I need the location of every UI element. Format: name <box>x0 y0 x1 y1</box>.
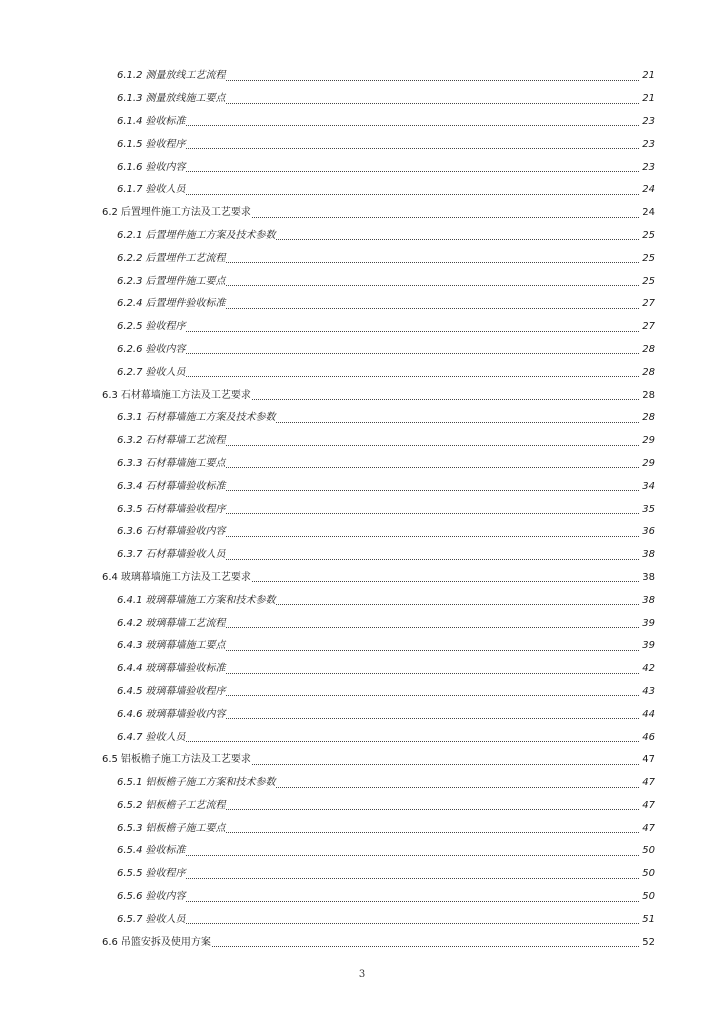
toc-entry-number: 6.4.3 <box>117 640 143 652</box>
dot-leader <box>186 889 639 902</box>
toc-entry-number: 6.6 <box>102 936 118 948</box>
dot-leader <box>226 638 639 651</box>
toc-entry[interactable] <box>0 202 724 225</box>
toc-entry-number: 6.4.2 <box>117 617 143 629</box>
toc-entry-number: 6.2.5 <box>117 321 143 333</box>
dot-leader <box>226 661 639 674</box>
toc-entry-page: 39 <box>642 640 655 652</box>
dot-leader <box>226 478 639 491</box>
dot-leader <box>226 547 639 560</box>
toc-entry-heading <box>102 753 252 767</box>
toc-entry[interactable] <box>0 703 724 726</box>
toc-entry-title: 验收内容 <box>145 891 186 903</box>
toc-entry-number: 6.3.3 <box>117 457 143 469</box>
toc-entry[interactable] <box>0 111 724 134</box>
toc-entry[interactable] <box>0 772 724 795</box>
toc-entry-page: 27 <box>642 298 655 310</box>
toc-entry-page: 21 <box>642 70 655 82</box>
toc-entry[interactable] <box>0 179 724 202</box>
dot-leader <box>226 455 639 468</box>
toc-entry-page: 25 <box>642 275 655 287</box>
toc-entry-title: 验收标准 <box>145 845 186 857</box>
toc-entry-number: 6.5.2 <box>117 799 143 811</box>
toc-entry-title: 玻璃幕墙验收标准 <box>145 663 226 675</box>
toc-entry-page: 47 <box>642 799 655 811</box>
dot-leader <box>186 866 639 879</box>
toc-entry-page: 47 <box>642 777 655 789</box>
toc-entry-heading <box>117 708 226 722</box>
toc-entry[interactable] <box>0 589 724 612</box>
toc-entry-page: 23 <box>642 161 655 173</box>
dot-leader <box>186 136 639 149</box>
toc-entry-title: 后置埋件施工方案及技术参数 <box>145 229 276 241</box>
toc-entry-heading <box>117 320 186 334</box>
toc-entry-title: 石材幕墙施工要点 <box>145 457 226 469</box>
toc-entry-heading <box>117 138 186 152</box>
toc-entry[interactable] <box>0 453 724 476</box>
toc-entry-number: 6.1.6 <box>117 161 143 173</box>
toc-entry-heading <box>117 161 186 175</box>
dot-leader <box>226 68 639 81</box>
toc-entry[interactable] <box>0 88 724 111</box>
toc-entry-title: 铝板檐子施工方法及工艺要求 <box>120 754 251 766</box>
toc-entry[interactable] <box>0 475 724 498</box>
toc-entry-page: 39 <box>642 617 655 629</box>
toc-entry[interactable] <box>0 795 724 818</box>
toc-entry-number: 6.3.6 <box>117 526 143 538</box>
dot-leader <box>252 569 639 582</box>
toc-entry-heading <box>117 822 226 836</box>
toc-entry-number: 6.4.7 <box>117 731 143 743</box>
toc-entry-number: 6.2.6 <box>117 343 143 355</box>
toc-entry-number: 6.3.5 <box>117 503 143 515</box>
toc-entry-heading <box>117 548 226 562</box>
toc-entry-title: 后置埋件施工方法及工艺要求 <box>120 207 251 219</box>
dot-leader <box>186 113 639 126</box>
toc-entry-page: 44 <box>642 708 655 720</box>
toc-entry-heading <box>102 389 252 403</box>
toc-entry-number: 6.5 <box>102 754 118 766</box>
toc-entry-page: 23 <box>642 138 655 150</box>
toc-entry[interactable] <box>0 567 724 590</box>
toc-entry-heading <box>117 229 276 243</box>
dot-leader <box>186 911 639 924</box>
toc-entry-page: 52 <box>642 936 655 948</box>
toc-entry-number: 6.1.4 <box>117 115 143 127</box>
toc-entry-page: 42 <box>642 663 655 675</box>
toc-entry-page: 50 <box>642 891 655 903</box>
dot-leader <box>226 524 639 537</box>
toc-entry-number: 6.5.7 <box>117 913 143 925</box>
dot-leader <box>186 341 639 354</box>
dot-leader <box>226 433 639 446</box>
toc-entry-page: 21 <box>642 93 655 105</box>
toc-entry[interactable] <box>0 498 724 521</box>
toc-entry-heading <box>117 776 276 790</box>
toc-entry-heading <box>117 457 226 471</box>
toc-entry-title: 铝板檐子施工方案和技术参数 <box>145 777 276 789</box>
toc-entry-title: 玻璃幕墙验收程序 <box>145 685 226 697</box>
toc-entry-title: 后置埋件施工要点 <box>145 275 226 287</box>
dot-leader <box>252 752 639 765</box>
toc-entry[interactable] <box>0 658 724 681</box>
toc-entry-heading <box>117 844 186 858</box>
toc-entry-heading <box>102 206 252 220</box>
toc-entry-title: 验收程序 <box>145 138 186 150</box>
toc-entry[interactable] <box>0 361 724 384</box>
toc-entry-page: 36 <box>642 526 655 538</box>
toc-entry-heading <box>117 366 186 380</box>
toc-entry-page: 28 <box>642 366 655 378</box>
toc-entry-number: 6.1.7 <box>117 184 143 196</box>
toc-entry[interactable] <box>0 544 724 567</box>
toc-entry-page: 47 <box>642 754 655 766</box>
dot-leader <box>226 296 639 309</box>
toc-entry-heading <box>117 183 186 197</box>
toc-entry-title: 测量放线工艺流程 <box>145 70 226 82</box>
toc-entry-title: 石材幕墙验收程序 <box>145 503 226 515</box>
toc-entry[interactable] <box>0 635 724 658</box>
toc-entry-title: 验收人员 <box>145 731 186 743</box>
toc-entry[interactable] <box>0 247 724 270</box>
toc-entry-heading <box>117 867 186 881</box>
toc-entry-title: 验收人员 <box>145 184 186 196</box>
toc-entry-title: 玻璃幕墙工艺流程 <box>145 617 226 629</box>
toc-entry-page: 47 <box>642 822 655 834</box>
toc-entry[interactable] <box>0 612 724 635</box>
toc-entry-number: 6.3.4 <box>117 480 143 492</box>
toc-entry-number: 6.5.4 <box>117 845 143 857</box>
toc-entry-number: 6.3.1 <box>117 412 143 424</box>
dot-leader <box>186 843 639 856</box>
dot-leader <box>212 934 639 947</box>
toc-entry-page: 43 <box>642 685 655 697</box>
toc-entry[interactable] <box>0 817 724 840</box>
toc-entry-number: 6.2.2 <box>117 252 143 264</box>
toc-entry[interactable] <box>0 225 724 248</box>
toc-entry-page: 29 <box>642 435 655 447</box>
toc-entry-page: 35 <box>642 503 655 515</box>
toc-entry-number: 6.3 <box>102 389 118 401</box>
toc-entry[interactable] <box>0 726 724 749</box>
toc-entry-heading <box>102 571 252 585</box>
toc-entry-page: 34 <box>642 480 655 492</box>
toc-entry-page: 51 <box>642 913 655 925</box>
toc-entry-title: 验收内容 <box>145 161 186 173</box>
toc-entry-title: 验收标准 <box>145 115 186 127</box>
dot-leader <box>226 250 639 263</box>
toc-entry[interactable] <box>0 133 724 156</box>
toc-entry-heading <box>117 480 226 494</box>
toc-entry-heading <box>117 275 226 289</box>
toc-entry[interactable] <box>0 931 724 954</box>
toc-entry-title: 石材幕墙验收内容 <box>145 526 226 538</box>
toc-entry-heading <box>117 639 226 653</box>
toc-entry-number: 6.2.7 <box>117 366 143 378</box>
toc-entry-page: 28 <box>642 343 655 355</box>
toc-entry-heading <box>117 343 186 357</box>
toc-entry-number: 6.4.6 <box>117 708 143 720</box>
toc-entry-page: 23 <box>642 115 655 127</box>
table-of-contents <box>0 65 724 954</box>
toc-entry-page: 29 <box>642 457 655 469</box>
toc-entry[interactable] <box>0 293 724 316</box>
toc-entry-title: 石材幕墙验收人员 <box>145 549 226 561</box>
toc-entry-title: 石材幕墙工艺流程 <box>145 435 226 447</box>
toc-entry-heading <box>117 525 226 539</box>
toc-entry-page: 25 <box>642 252 655 264</box>
toc-entry-number: 6.5.5 <box>117 868 143 880</box>
toc-entry-title: 测量放线施工要点 <box>145 93 226 105</box>
toc-entry[interactable] <box>0 840 724 863</box>
toc-entry[interactable] <box>0 65 724 88</box>
toc-entry-title: 验收人员 <box>145 913 186 925</box>
toc-entry-heading <box>117 890 186 904</box>
dot-leader <box>226 273 639 286</box>
toc-entry-page: 46 <box>642 731 655 743</box>
toc-entry-page: 24 <box>642 184 655 196</box>
toc-entry-number: 6.2.4 <box>117 298 143 310</box>
toc-entry-number: 6.2.1 <box>117 229 143 241</box>
toc-entry-page: 25 <box>642 229 655 241</box>
toc-entry-number: 6.4 <box>102 571 118 583</box>
toc-entry-title: 吊篮安拆及使用方案 <box>120 936 211 948</box>
toc-entry-title: 石材幕墙验收标准 <box>145 480 226 492</box>
toc-entry-title: 后置埋件工艺流程 <box>145 252 226 264</box>
toc-entry[interactable] <box>0 749 724 772</box>
toc-entry-heading <box>117 92 226 106</box>
toc-entry-title: 铝板檐子施工要点 <box>145 822 226 834</box>
toc-entry[interactable] <box>0 156 724 179</box>
dot-leader <box>226 706 639 719</box>
toc-entry-title: 玻璃幕墙施工方案和技术参数 <box>145 594 276 606</box>
toc-entry-title: 铝板檐子工艺流程 <box>145 799 226 811</box>
toc-entry-page: 38 <box>642 594 655 606</box>
toc-entry-number: 6.5.3 <box>117 822 143 834</box>
dot-leader <box>226 615 639 628</box>
toc-entry-heading <box>102 936 212 950</box>
toc-entry[interactable] <box>0 316 724 339</box>
toc-entry-number: 6.2 <box>102 207 118 219</box>
page-number: 3 <box>358 969 366 980</box>
toc-entry-heading <box>117 503 226 517</box>
dot-leader <box>186 729 639 742</box>
toc-entry-heading <box>117 913 186 927</box>
toc-entry-page: 28 <box>642 412 655 424</box>
toc-entry-page: 38 <box>642 549 655 561</box>
dot-leader <box>226 797 639 810</box>
toc-entry-heading <box>117 252 226 266</box>
toc-entry-title: 玻璃幕墙施工方法及工艺要求 <box>120 571 251 583</box>
dot-leader <box>186 364 639 377</box>
toc-entry[interactable] <box>0 886 724 909</box>
toc-entry[interactable] <box>0 908 724 931</box>
toc-entry-heading <box>117 594 276 608</box>
toc-entry-heading <box>117 115 186 129</box>
toc-entry[interactable] <box>0 430 724 453</box>
dot-leader <box>186 182 639 195</box>
toc-entry-heading <box>117 685 226 699</box>
dot-leader <box>226 501 639 514</box>
dot-leader <box>252 205 639 218</box>
toc-entry-title: 后置埋件验收标准 <box>145 298 226 310</box>
toc-entry-heading <box>117 617 226 631</box>
toc-entry-number: 6.1.3 <box>117 93 143 105</box>
toc-entry-title: 验收程序 <box>145 868 186 880</box>
toc-entry-heading <box>117 731 186 745</box>
toc-entry-title: 验收人员 <box>145 366 186 378</box>
dot-leader <box>252 387 639 400</box>
toc-entry-title: 玻璃幕墙施工要点 <box>145 640 226 652</box>
toc-entry-page: 28 <box>642 389 655 401</box>
toc-entry-title: 验收程序 <box>145 321 186 333</box>
toc-entry-page: 24 <box>642 207 655 219</box>
toc-entry-number: 6.2.3 <box>117 275 143 287</box>
dot-leader <box>186 159 639 172</box>
dot-leader <box>226 683 639 696</box>
toc-entry[interactable] <box>0 270 724 293</box>
toc-entry-title: 验收内容 <box>145 343 186 355</box>
toc-entry-page: 50 <box>642 868 655 880</box>
dot-leader <box>276 227 639 240</box>
toc-entry-heading <box>117 434 226 448</box>
dot-leader <box>226 91 639 104</box>
toc-entry[interactable] <box>0 339 724 362</box>
toc-entry-heading <box>117 662 226 676</box>
dot-leader <box>276 592 639 605</box>
toc-entry[interactable] <box>0 681 724 704</box>
toc-entry[interactable] <box>0 407 724 430</box>
toc-entry-number: 6.4.1 <box>117 594 143 606</box>
toc-entry-page: 38 <box>642 571 655 583</box>
toc-entry-heading <box>117 69 226 83</box>
toc-entry[interactable] <box>0 521 724 544</box>
toc-entry-title: 石材幕墙施工方法及工艺要求 <box>120 389 251 401</box>
toc-entry-heading <box>117 799 226 813</box>
toc-entry[interactable] <box>0 863 724 886</box>
dot-leader <box>276 775 639 788</box>
toc-entry-number: 6.3.2 <box>117 435 143 447</box>
dot-leader <box>226 820 639 833</box>
dot-leader <box>186 319 639 332</box>
toc-entry-title: 玻璃幕墙验收内容 <box>145 708 226 720</box>
toc-entry-page: 50 <box>642 845 655 857</box>
toc-entry-number: 6.4.4 <box>117 663 143 675</box>
dot-leader <box>276 410 639 423</box>
toc-entry[interactable] <box>0 384 724 407</box>
toc-entry-title: 石材幕墙施工方案及技术参数 <box>145 412 276 424</box>
toc-entry-number: 6.4.5 <box>117 685 143 697</box>
toc-entry-heading <box>117 297 226 311</box>
toc-entry-number: 6.1.5 <box>117 138 143 150</box>
toc-entry-number: 6.5.1 <box>117 777 143 789</box>
toc-entry-number: 6.5.6 <box>117 891 143 903</box>
toc-entry-number: 6.1.2 <box>117 70 143 82</box>
toc-entry-number: 6.3.7 <box>117 549 143 561</box>
toc-entry-heading <box>117 411 276 425</box>
toc-entry-page: 27 <box>642 321 655 333</box>
